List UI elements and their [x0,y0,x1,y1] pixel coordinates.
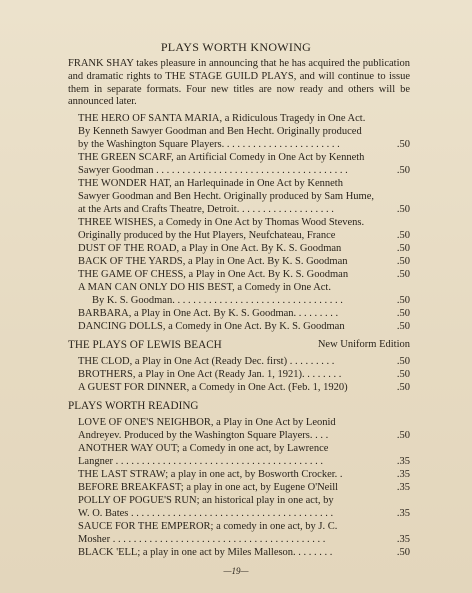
intro-paragraph: FRANK SHAY takes pleasure in announcing that he has acquired the publication and dramatic rights to THE STAGE GUILD PLAYS, and will continue to issue them in separate formats. Four new titles are now ready and others will be announced later. [68,58,410,108]
list-line: By Kenneth Sawyer Goodman and Ben Hecht. Originally produced [78,126,362,137]
section-title-worth-reading: PLAYS WORTH READING [68,400,199,412]
list-line: at the Arts and Crafts Theatre, Detroit. . . . . . . . . . . . . . . . . . . [78,204,334,215]
price: .50 [396,356,410,367]
price: .50 [396,547,410,558]
page-heading: PLAYS WORTH KNOWING [160,40,312,54]
price: .50 [396,204,410,215]
list-line: By K. S. Goodman. . . . . . . . . . . . . . . . . . . . . . . . . . . . . . . . . [92,295,343,306]
list-line: Sawyer Goodman . . . . . . . . . . . . . . . . . . . . . . . . . . . . . . . . . . . . . [78,165,348,176]
list-line: W. O. Bates . . . . . . . . . . . . . . . . . . . . . . . . . . . . . . . . . . . . . . . [78,508,334,519]
page-number: —19— [223,566,249,576]
list-line: ANOTHER WAY OUT; a Comedy in one act, by Lawrence [78,443,329,454]
price: .50 [396,430,410,441]
price: .50 [396,321,410,332]
list-line: POLLY OF POGUE'S RUN; an historical play in one act, by [78,495,334,506]
list-line: LOVE OF ONE'S NEIGHBOR, a Play in One Act by Leonid [78,417,336,428]
price: .50 [396,139,410,150]
edition-note: New Uniform Edition [317,339,410,350]
list-line: BROTHERS, a Play in One Act (Ready Jan. 1, 1921). . . . . . . . [78,369,342,380]
list-line: BLACK 'ELL; a play in one act by Miles Malleson. . . . . . . . [78,547,333,558]
list-line: SAUCE FOR THE EMPEROR; a comedy in one act, by J. C. [78,521,338,532]
list-line: Langner . . . . . . . . . . . . . . . . . . . . . . . . . . . . . . . . . . . . . . . . [78,456,323,467]
price: .35 [396,534,410,545]
list-line: THE WONDER HAT, an Harlequinade in One Act by Kenneth [78,178,343,189]
list-line: BACK OF THE YARDS, a Play in One Act. By K. S. Goodman [78,256,348,267]
section-title-lewis-beach: THE PLAYS OF LEWIS BEACH [68,339,222,351]
price: .50 [396,369,410,380]
list-line: DANCING DOLLS, a Comedy in One Act. By K. S. Goodman [78,321,345,332]
price: .50 [396,269,410,280]
list-line: THE LAST STRAW; a play in one act, by Bosworth Crocker. . [78,469,343,480]
list-line: THE HERO OF SANTA MARIA, a Ridiculous Tragedy in One Act. [78,113,366,124]
list-line: THREE WISHES, a Comedy in One Act by Thomas Wood Stevens. [78,217,365,228]
list-line: THE CLOD, a Play in One Act (Ready Dec. first) . . . . . . . . . [78,356,335,367]
price: .35 [396,456,410,467]
list-line: THE GAME OF CHESS, a Play in One Act. By K. S. Goodman [78,269,349,280]
price: .50 [396,295,410,306]
list-line: BEFORE BREAKFAST; a play in one act, by Eugene O'Neill [78,482,339,493]
price: .50 [396,230,410,241]
price: .35 [396,469,410,480]
list-line: Mosher . . . . . . . . . . . . . . . . . . . . . . . . . . . . . . . . . . . . . . . . . [78,534,326,545]
list-line: THE GREEN SCARF, an Artificial Comedy in One Act by Kenneth [78,152,365,163]
price: .35 [396,508,410,519]
list-line: A MAN CAN ONLY DO HIS BEST, a Comedy in One Act. [78,282,331,293]
price: .50 [396,308,410,319]
price: .50 [396,243,410,254]
list-line: Sawyer Goodman and Ben Hecht. Originally produced by Sam Hume, [78,191,374,202]
price: .50 [396,256,410,267]
list-line: BARBARA, a Play in One Act. By K. S. Goodman. . . . . . . . . [78,308,339,319]
list-line: A GUEST FOR DINNER, a Comedy in One Act. (Feb. 1, 1920) [78,382,348,393]
list-line: DUST OF THE ROAD, a Play in One Act. By K. S. Goodman [78,243,342,254]
list-line: Originally produced by the Hut Players, Neufchateau, France [78,230,336,241]
list-line: Andreyev. Produced by the Washington Square Players. . . . [78,430,329,441]
price: .50 [396,165,410,176]
price: .35 [396,482,410,493]
price: .50 [396,382,410,393]
list-line: by the Washington Square Players. . . . . . . . . . . . . . . . . . . . . . . [78,139,340,150]
